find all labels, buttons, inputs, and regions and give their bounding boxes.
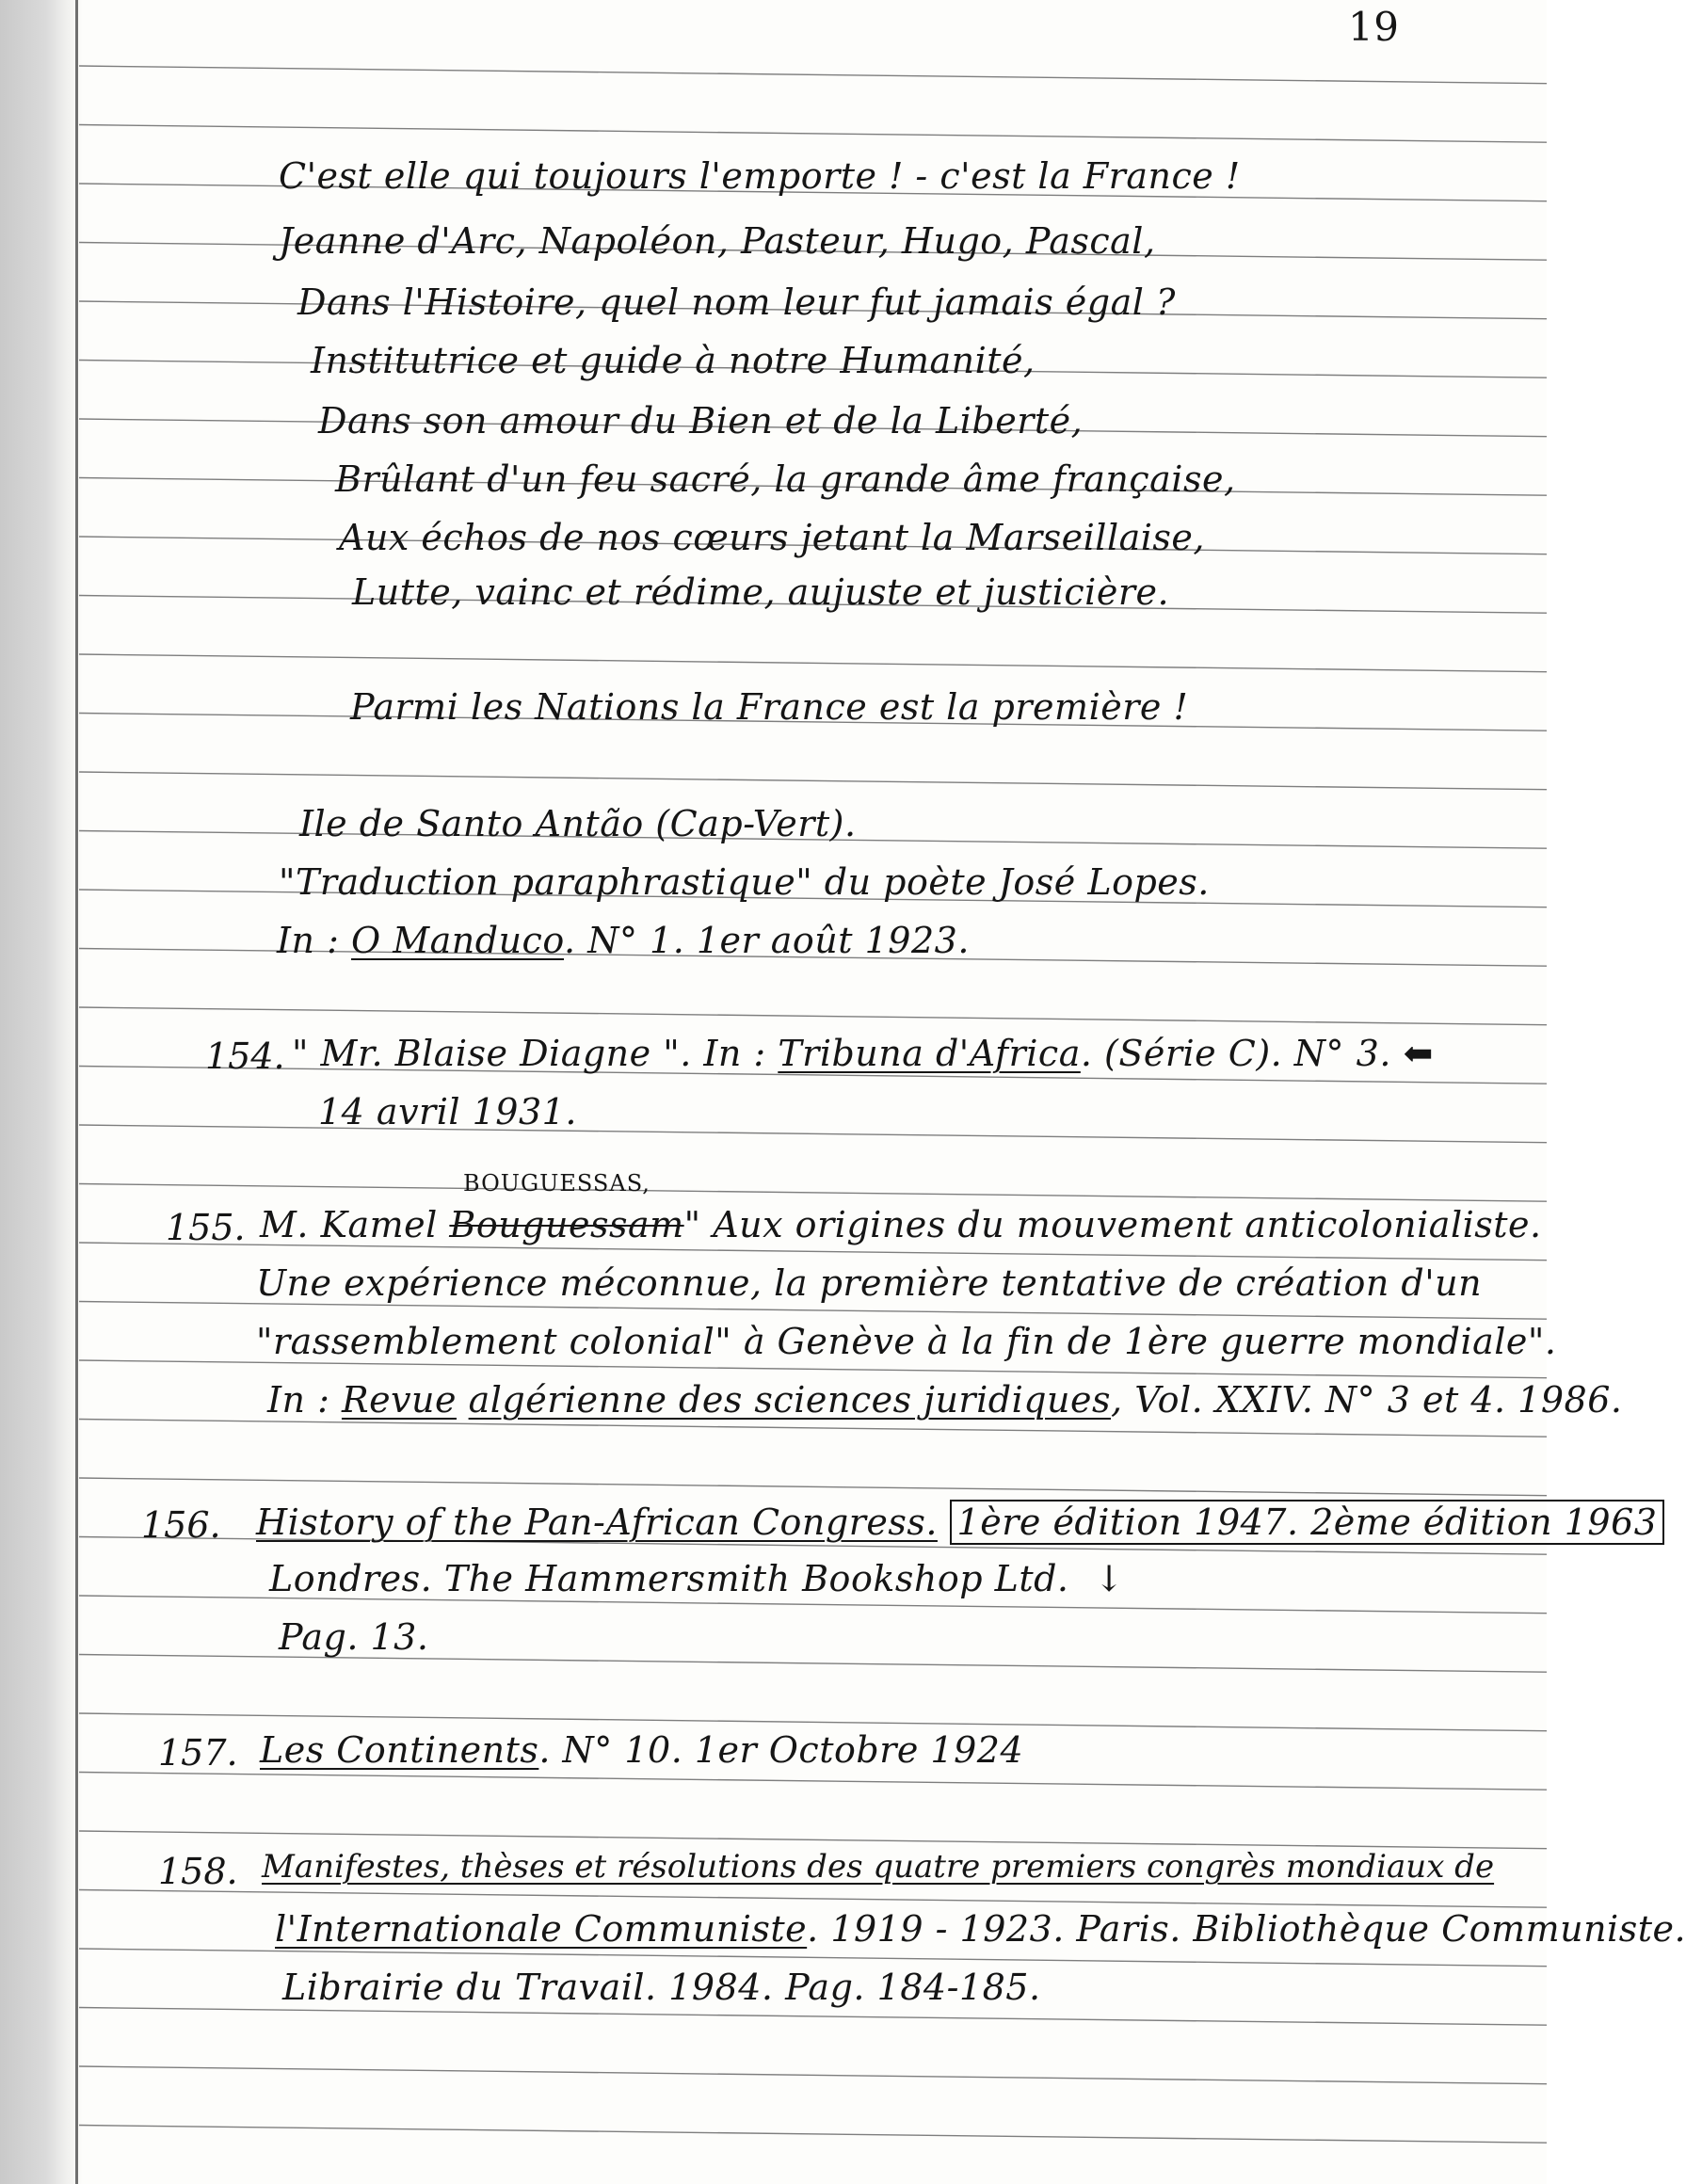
- entry-156-title: History of the Pan-African Congress.: [256, 1502, 938, 1543]
- entry-155-author: M. Kamel: [260, 1204, 438, 1245]
- ruled-line: [79, 1007, 1547, 1025]
- entry-156-publisher: Londres. The Hammersmith Bookshop Ltd.: [269, 1558, 1069, 1599]
- left-arrow-icon: ⬅: [1403, 1033, 1434, 1074]
- poem-line-6: Brûlant d'un feu sacré, la grande âme française,: [335, 458, 1236, 500]
- entry-156-number: 156.: [141, 1504, 221, 1546]
- entry-156-line-1: [256, 1502, 1664, 1543]
- entry-157-issue: . N° 10. 1er Octobre 1924: [538, 1729, 1024, 1771]
- poem-line-8: Lutte, vainc et rédime, aujuste et justicière.: [352, 571, 1170, 613]
- ruled-line: [79, 1125, 1547, 1143]
- entry-158-line-3: Librairie du Travail. 1984. Pag. 184-185.: [282, 1967, 1041, 2008]
- ruled-line: [79, 2126, 1547, 2144]
- ruled-line: [79, 2066, 1547, 2084]
- poem-line-5: Dans son amour du Bien et de la Liberté,: [318, 400, 1084, 442]
- entry-154-line-1: [292, 1033, 1434, 1074]
- ruled-line: [79, 1184, 1547, 1202]
- entry-156-line-3: Pag. 13.: [279, 1616, 429, 1658]
- entry-154-journal: Tribuna d'Africa: [778, 1033, 1081, 1074]
- ruled-line: [79, 1360, 1547, 1378]
- entry-156-editions: 1ère édition 1947. 2ème édition 1963: [950, 1500, 1665, 1545]
- page-number: 19: [1348, 4, 1400, 50]
- entry-157-number: 157.: [158, 1732, 238, 1774]
- entry-155-in-prefix: In :: [267, 1379, 330, 1421]
- entry-155-correction: BOUGUESSAS,: [463, 1170, 650, 1196]
- ruled-line: [79, 1420, 1547, 1437]
- entry-155-struck-name: Bouguessam: [449, 1204, 684, 1245]
- entry-155-line-4: [267, 1379, 1623, 1421]
- poem-line-7: Aux échos de nos cœurs jetant la Marseillaise,: [339, 517, 1205, 558]
- entry-154-series: . (Série C). N° 3.: [1080, 1033, 1391, 1074]
- entry-157-title: Les Continents: [260, 1729, 539, 1771]
- ruled-line: [79, 1713, 1547, 1731]
- entry-155-journal-1: Revue: [341, 1379, 457, 1421]
- ruled-line: [79, 125, 1547, 143]
- entry-155-line-1: [260, 1204, 1542, 1245]
- entry-155-journal-2: algérienne des sciences juridiques: [468, 1379, 1112, 1421]
- source-issue: . N° 1. 1er août 1923.: [564, 920, 970, 961]
- poem-line-3: Dans l'Histoire, quel nom leur fut jamais égal ?: [297, 281, 1176, 323]
- entry-158-line-1: Manifestes, thèses et résolutions des quatre premiers congrès mondiaux de: [262, 1848, 1495, 1886]
- entry-158-publication: . 1919 - 1923. Paris. Bibliothèque Communiste.: [807, 1908, 1686, 1950]
- entry-154-number: 154.: [205, 1036, 285, 1077]
- ruled-line: [79, 66, 1547, 84]
- poem-line-1: C'est elle qui toujours l'emporte ! - c'est la France !: [279, 155, 1241, 197]
- source-line-3: [277, 920, 970, 961]
- entry-158-number: 158.: [158, 1851, 238, 1892]
- ruled-line: [79, 1773, 1547, 1791]
- entry-156-line-2: [269, 1558, 1125, 1599]
- source-line-2: "Traduction paraphrastique" du poète José Lopes.: [279, 861, 1210, 903]
- source-in-prefix: In :: [277, 920, 340, 961]
- entry-158-line-2: [275, 1908, 1686, 1950]
- ruled-line: [79, 1302, 1547, 1320]
- ruled-line: [79, 772, 1547, 790]
- poem-last-line: Parmi les Nations la France est la première !: [350, 686, 1189, 728]
- entry-155-line-2: Une expérience méconnue, la première tentative de création d'un: [256, 1262, 1483, 1304]
- entry-155-line-3: "rassemblement colonial" à Genève à la fin de 1ère guerre mondiale".: [256, 1321, 1557, 1362]
- ruled-line: [79, 1890, 1547, 1908]
- entry-154-line-2: 14 avril 1931.: [318, 1091, 577, 1132]
- ruled-line: [79, 1831, 1547, 1849]
- entry-158-title-end: l'Internationale Communiste: [275, 1908, 808, 1950]
- entry-154-author: " Mr. Blaise Diagne ". In :: [292, 1033, 766, 1074]
- entry-155-title-start: " Aux origines du mouvement anticolonialiste.: [683, 1204, 1542, 1245]
- entry-155-number: 155.: [166, 1207, 246, 1248]
- source-line-1: Ile de Santo Antão (Cap-Vert).: [299, 803, 857, 844]
- down-arrow-icon: ↓: [1094, 1558, 1125, 1599]
- ruled-line: [79, 2008, 1547, 2026]
- poem-line-2: Jeanne d'Arc, Napoléon, Pasteur, Hugo, Pascal,: [279, 220, 1156, 262]
- entry-155-volume: , Vol. XXIV. N° 3 et 4. 1986.: [1111, 1379, 1623, 1421]
- source-journal-title: O Manduco: [350, 920, 565, 961]
- poem-line-4: Institutrice et guide à notre Humanité,: [311, 340, 1036, 381]
- ruled-line: [79, 654, 1547, 672]
- ruled-line: [79, 1478, 1547, 1496]
- ruled-line: [79, 1949, 1547, 1967]
- entry-157-line: [260, 1729, 1024, 1771]
